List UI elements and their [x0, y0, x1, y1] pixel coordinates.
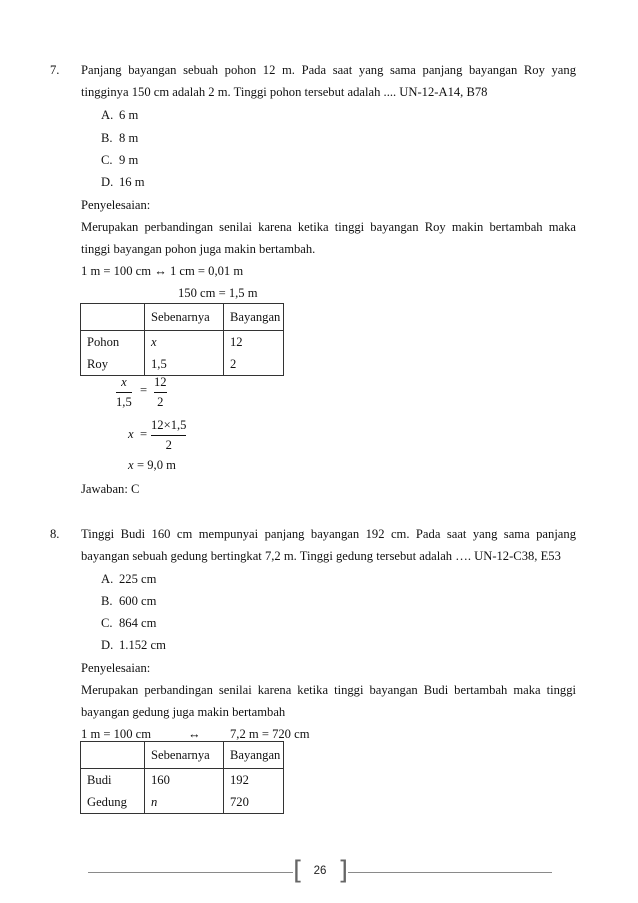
table-row [81, 331, 284, 354]
q7-solution-label: Penyelesaian: [81, 198, 151, 212]
q7-eq3-rhs: = 9,0 m [137, 458, 176, 472]
q7-eq2-equals: = [140, 427, 148, 441]
q8-solution-label: Penyelesaian: [81, 661, 151, 675]
q7-eq1-left-denominator: 1,5 [116, 395, 132, 409]
question-7-text-line2: tingginya 150 cm adalah 2 m. Tinggi pohon tersebut adalah .... UN-12-A14, B78 [81, 85, 488, 99]
footer-bracket-right: ] [338, 856, 349, 886]
q7-table-cell: Roy [81, 353, 145, 376]
q8-conversion-left: 1 m = 100 cm [81, 727, 152, 741]
q7-eq1-right-numerator: 12 [154, 375, 167, 389]
q8-table-cell: n [145, 791, 224, 814]
q8-conversion-right: 7,2 m = 720 cm [230, 727, 310, 741]
q7-answer: Jawaban: C [81, 482, 140, 496]
q7-eq1-right-fraction [154, 375, 167, 409]
q7-table-header-blank [81, 304, 145, 331]
footer-rule-right [348, 872, 552, 873]
q7-eq2-numerator: 12×1,5 [151, 418, 187, 432]
q8-table-cell: 160 [145, 769, 224, 792]
q8-option-a-text: 225 cm [119, 572, 157, 586]
q8-table-cell: 192 [224, 769, 284, 792]
q8-conversion-arrow: ↔ [188, 727, 201, 741]
q7-option-b-text: 8 m [119, 131, 139, 145]
q8-table-header-actual: Sebenarnya [145, 742, 224, 769]
q8-table-cell: Gedung [81, 791, 145, 814]
fraction-bar [154, 392, 167, 393]
q8-explanation-line1: Merupakan perbandingan senilai karena ketika tinggi bayangan Budi bertambah maka tinggi [81, 683, 576, 697]
q8-option-c-text: 864 cm [119, 616, 157, 630]
page-number: 26 [313, 865, 327, 877]
q7-eq2-lhs: x [128, 427, 134, 441]
fraction-bar [116, 392, 132, 393]
q7-table-cell: x [145, 331, 224, 354]
q7-eq2-fraction [151, 418, 186, 452]
q7-proportion-table [80, 303, 284, 376]
q7-eq1-left-fraction [116, 375, 132, 409]
q7-option-d-letter: D. [101, 175, 114, 189]
q8-proportion-table [80, 741, 284, 814]
q7-eq1-right-denominator: 2 [157, 395, 164, 409]
q7-option-a-text: 6 m [119, 108, 139, 122]
q8-table-header-shadow: Bayangan [224, 742, 284, 769]
q7-eq1-equals: = [140, 383, 148, 397]
q7-conversion-line: 1 m = 100 cm ↔ 1 cm = 0,01 m [81, 264, 244, 278]
footer-rule-left [88, 872, 293, 873]
q7-option-c-text: 9 m [119, 153, 139, 167]
q8-table-cell: Budi [81, 769, 145, 792]
q7-option-a-letter: A. [101, 108, 114, 122]
q7-explanation-line1: Merupakan perbandingan senilai karena ketika tinggi bayangan Roy makin bertambah maka [81, 220, 576, 234]
q7-table-header-actual: Sebenarnya [145, 304, 224, 331]
q8-explanation-line2: bayangan gedung juga makin bertambah [81, 705, 286, 719]
q7-option-b-letter: B. [101, 131, 113, 145]
q7-table-cell: Pohon [81, 331, 145, 354]
q7-table-cell: 1,5 [145, 353, 224, 376]
q7-eq2-denominator: 2 [165, 438, 172, 452]
table-row [81, 353, 284, 376]
q8-option-c-letter: C. [101, 616, 113, 630]
q8-option-a-letter: A. [101, 572, 114, 586]
q7-table-header-shadow: Bayangan [224, 304, 284, 331]
q7-option-d-text: 16 m [119, 175, 145, 189]
question-8-text-line2: bayangan sebuah gedung bertingkat 7,2 m. Tinggi gedung tersebut adalah …. UN-12-C38, E53 [81, 549, 561, 563]
q8-option-b-letter: B. [101, 594, 113, 608]
question-7-text-line1: Panjang bayangan sebuah pohon 12 m. Pada saat yang sama panjang bayangan Roy yang [81, 63, 576, 77]
q8-option-d-text: 1.152 cm [119, 638, 166, 652]
q7-option-c-letter: C. [101, 153, 113, 167]
footer-bracket-left: [ [293, 856, 304, 886]
fraction-bar [151, 435, 186, 436]
table-row [81, 769, 284, 792]
table-row [81, 791, 284, 814]
q8-option-d-letter: D. [101, 638, 114, 652]
q7-eq3-lhs: x [128, 458, 134, 472]
q8-table-cell: 720 [224, 791, 284, 814]
q7-conversion-result: 150 cm = 1,5 m [178, 286, 258, 300]
question-8-number: 8. [50, 527, 60, 541]
q8-table-header-blank [81, 742, 145, 769]
q7-table-cell: 2 [224, 353, 284, 376]
q7-explanation-line2: tinggi bayangan pohon juga makin bertambah. [81, 242, 316, 256]
q7-eq1-left-numerator: x [121, 375, 127, 389]
question-8-text-line1: Tinggi Budi 160 cm mempunyai panjang bayangan 192 cm. Pada saat yang sama panjang [81, 527, 576, 541]
question-7-number: 7. [50, 63, 60, 77]
q8-option-b-text: 600 cm [119, 594, 157, 608]
q7-table-cell: 12 [224, 331, 284, 354]
